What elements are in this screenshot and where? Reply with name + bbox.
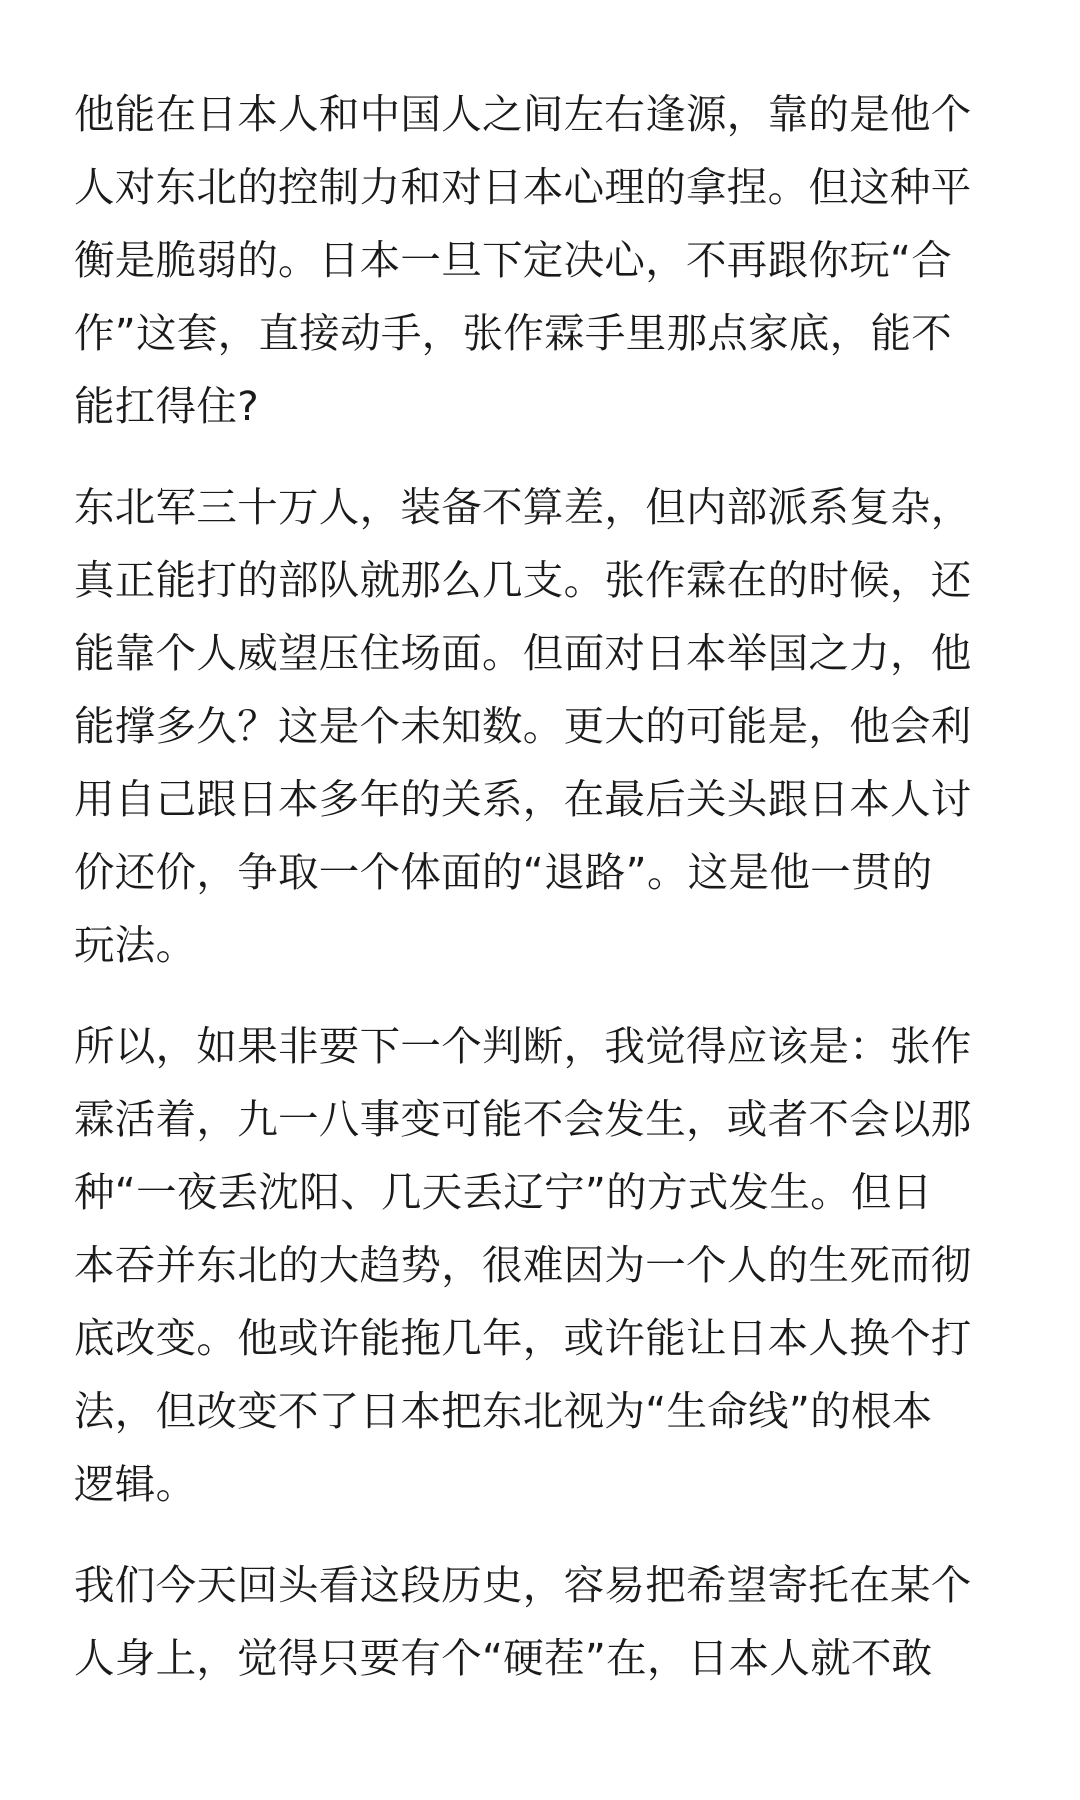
text-line: 能扛得住? — [74, 382, 259, 430]
text-line: 逻辑。 — [74, 1460, 197, 1508]
text-line: 真正能打的部队就那么几支。张作霖在的时候，还 — [74, 556, 972, 604]
text-line: 霖活着，九一八事变可能不会发生，或者不会以那 — [74, 1095, 972, 1143]
text-line: 东北军三十万人，装备不算差，但内部派系复杂， — [74, 483, 972, 531]
text-line: 能撑多久？这是个未知数。更大的可能是，他会利 — [74, 702, 972, 750]
text-line: 玩法。 — [74, 921, 197, 969]
text-line: 他能在日本人和中国人之间左右逢源，靠的是他个 — [74, 90, 972, 138]
paragraph-1 — [74, 78, 1014, 443]
text-line: 种“一夜丢沈阳、几天丢辽宁”的方式发生。但日 — [74, 1168, 933, 1216]
text-line: 能靠个人威望压住场面。但面对日本举国之力，他 — [74, 629, 972, 677]
text-line: 法，但改变不了日本把东北视为“生命线”的根本 — [74, 1387, 933, 1435]
text-line: 作”这套，直接动手，张作霖手里那点家底，能不 — [74, 309, 953, 357]
text-line: 价还价，争取一个体面的“退路”。这是他一贯的 — [74, 848, 933, 896]
text-line: 人身上，觉得只要有个“硬茬”在，日本人就不敢 — [74, 1634, 933, 1682]
text-line: 所以，如果非要下一个判断，我觉得应该是：张作 — [74, 1022, 972, 1070]
text-line: 人对东北的控制力和对日本心理的拿捏。但这种平 — [74, 163, 972, 211]
text-line: 我们今天回头看这段历史，容易把希望寄托在某个 — [74, 1561, 972, 1609]
paragraph-4 — [74, 1549, 1014, 1695]
text-line: 本吞并东北的大趋势，很难因为一个人的生死而彻 — [74, 1241, 972, 1289]
paragraph-3 — [74, 1010, 1014, 1521]
text-line: 底改变。他或许能拖几年，或许能让日本人换个打 — [74, 1314, 972, 1362]
article-body — [74, 78, 1014, 1723]
paragraph-2 — [74, 471, 1014, 982]
text-line: 衡是脆弱的。日本一旦下定决心，不再跟你玩“合 — [74, 236, 953, 284]
text-line: 用自己跟日本多年的关系，在最后关头跟日本人讨 — [74, 775, 972, 823]
